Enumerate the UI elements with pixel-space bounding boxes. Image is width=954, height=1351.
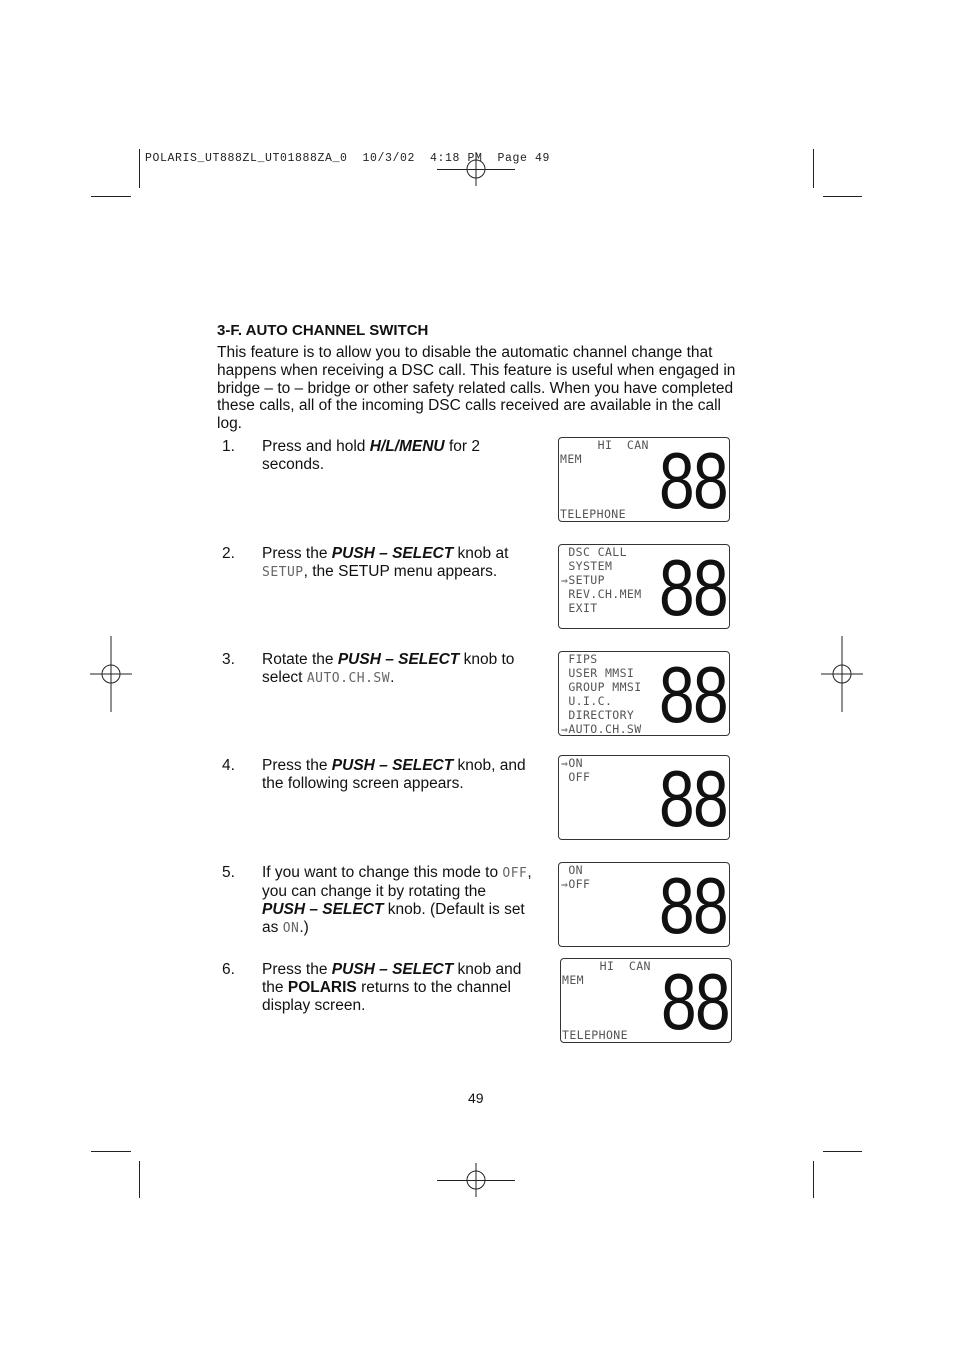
step-number: 2. xyxy=(222,545,235,562)
registration-mark-icon xyxy=(821,636,863,712)
step-text: If you want to change this mode to OFF, you can change it by rotating the PUSH – SELECT knob. (Default is set as ON.) xyxy=(262,864,532,936)
lcd-menu-lines: ON ⇒OFF xyxy=(561,863,591,891)
lcd-screen-2 xyxy=(558,543,730,632)
step-number: 6. xyxy=(222,961,235,978)
crop-mark xyxy=(823,196,862,197)
crop-mark xyxy=(813,149,814,188)
step-text: Rotate the PUSH – SELECT knob to select AUTO.CH.SW. xyxy=(262,651,515,686)
step-text: Press the PUSH – SELECT knob at SETUP, the SETUP menu appears. xyxy=(262,545,509,580)
lcd-channel-digits: 88 xyxy=(659,861,727,950)
lcd-status-line: HI CAN xyxy=(561,438,649,452)
lcd-mem-label: MEM xyxy=(562,973,584,987)
step-text: Press the PUSH – SELECT knob and the POLARIS returns to the channel display screen. xyxy=(262,961,522,1014)
lcd-menu-lines: DSC CALL SYSTEM ⇒SETUP REV.CH.MEM EXIT xyxy=(561,545,642,615)
lcd-screen-3 xyxy=(558,650,730,739)
lcd-screen-1 xyxy=(558,436,730,525)
lcd-screen-4 xyxy=(558,754,730,843)
step-number: 1. xyxy=(222,438,235,455)
crop-mark xyxy=(823,1151,862,1152)
lcd-telephone-label: TELEPHONE xyxy=(560,507,626,521)
crop-mark xyxy=(139,149,140,188)
registration-mark-icon xyxy=(459,1163,493,1197)
crop-mark xyxy=(91,196,131,197)
registration-mark-icon xyxy=(90,636,132,712)
crop-mark xyxy=(139,1161,140,1198)
step-number: 3. xyxy=(222,651,235,668)
lcd-status-line: HI CAN xyxy=(563,959,651,973)
step-text: Press the PUSH – SELECT knob, and the following screen appears. xyxy=(262,757,526,792)
crop-mark xyxy=(813,1161,814,1198)
lcd-channel-digits: 88 xyxy=(661,957,729,1046)
page-number: 49 xyxy=(468,1090,484,1106)
section-title: 3-F. AUTO CHANNEL SWITCH xyxy=(217,322,429,339)
lcd-channel-digits: 88 xyxy=(659,436,727,525)
lcd-menu-lines: FIPS USER MMSI GROUP MMSI U.I.C. DIRECTORY ⇒AUTO.CH.SW xyxy=(561,652,642,736)
crop-mark xyxy=(91,1151,131,1152)
lcd-menu-lines: ⇒ON OFF xyxy=(561,756,591,784)
intro-paragraph: This feature is to allow you to disable the automatic channel change that happens when receiving a DSC call. This feature is useful when engaged in bridge – to – bridge or other safety related calls. When you have completed these calls, all of the incoming DSC calls received are available in the call log. xyxy=(217,344,736,433)
printer-slug: POLARIS_UT888ZL_UT01888ZA_0 10/3/02 4:18 PM Page 49 xyxy=(145,152,551,165)
lcd-mem-label: MEM xyxy=(560,452,582,466)
registration-mark-icon xyxy=(459,152,493,186)
lcd-screen-6 xyxy=(560,957,732,1046)
lcd-channel-digits: 88 xyxy=(659,543,727,632)
step-text: Press and hold H/L/MENU for 2 seconds. xyxy=(262,438,480,473)
step-number: 4. xyxy=(222,757,235,774)
lcd-channel-digits: 88 xyxy=(659,650,727,739)
lcd-screen-5 xyxy=(558,861,730,950)
step-number: 5. xyxy=(222,864,235,881)
lcd-telephone-label: TELEPHONE xyxy=(562,1028,628,1042)
lcd-channel-digits: 88 xyxy=(659,754,727,843)
